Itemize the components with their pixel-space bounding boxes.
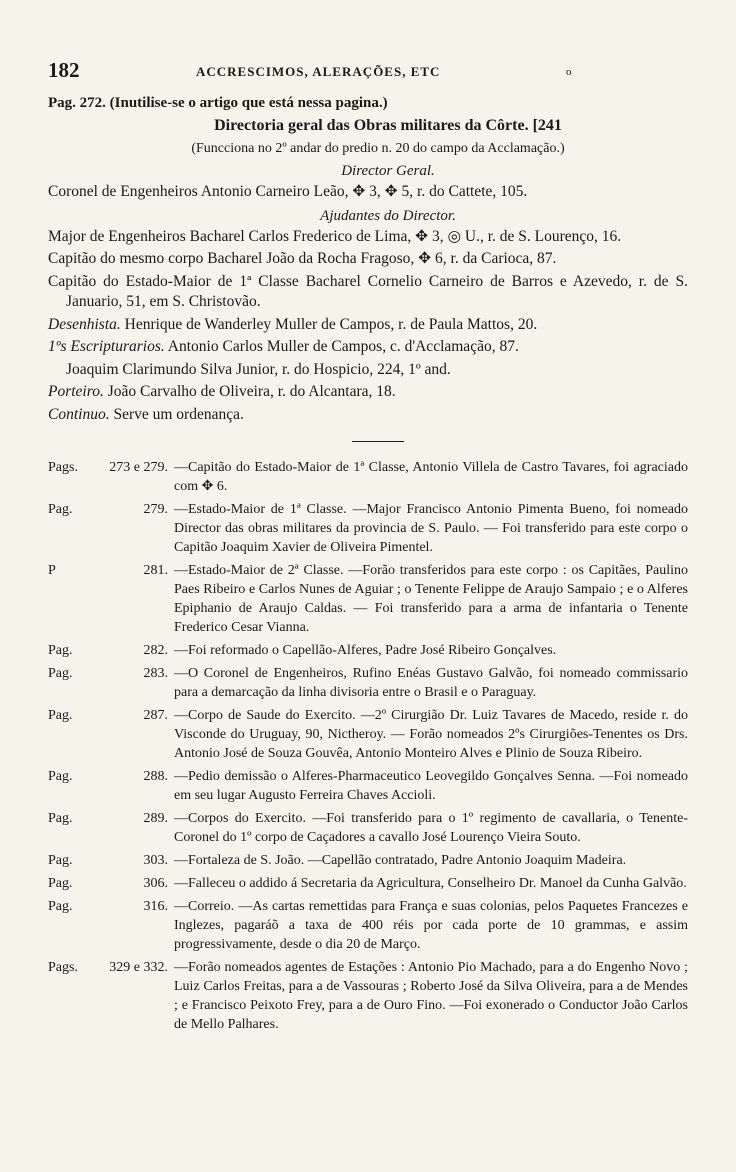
note-page-number: 287. (143, 708, 168, 723)
note-page-label: Pag. (48, 708, 73, 723)
note-text: —Correio. —As cartas remettidas para França e suas colonias, pelos Paquetes Francezes e Inglezes, pagaráõ a taxa de 400 réis por cada porte de 10 grammas, e assim progressivamente, desde o dia 20 de Março. (174, 899, 688, 952)
note-text: —Estado-Maior de 1ª Classe. —Major Francisco Antonio Pimenta Bueno, foi nomeado Director das obras militares da provincia de S. Paulo. — Foi transferido para este corpo o Capitão Joaquim Xavier de Oliveira Pimentel. (174, 502, 688, 555)
note-item (48, 809, 688, 847)
directory-entry (48, 249, 688, 270)
note-page-label: Pags. (48, 960, 78, 975)
note-text: —Fortaleza de S. João. —Capellão contratado, Padre Antonio Joaquim Madeira. (174, 853, 627, 868)
directory-entry (48, 360, 688, 381)
note-page-label: Pag. (48, 853, 73, 868)
intro-line: Pag. 272. (Inutilise-se o artigo que está nessa pagina.) (48, 95, 388, 111)
note-page-number: 329 e 332. (109, 960, 168, 975)
section-director: Director Geral. (341, 163, 435, 179)
note-text: —Corpo de Saude do Exercito. —2º Cirurgião Dr. Luiz Tavares de Macedo, reside r. do Visconde do Uruguay, 90, Nictheroy. — Forão nomeados 2ºs Cirurgiões-Tenentes os Drs. Antonio José de Souza Gouvêa, Antonio Monteiro Alves e Plinio de Souza Ribeiro. (174, 708, 688, 761)
entry-text: Major de Engenheiros Bacharel Carlos Frederico de Lima, ✥ 3, ◎ U., r. de S. Lourenço, 16. (48, 227, 622, 245)
directory-entry (48, 382, 688, 403)
entry-label: 1ºs Escripturarios. (48, 338, 165, 355)
note-page-label: P (48, 563, 56, 578)
entry-label: Porteiro. (48, 383, 104, 400)
note-page-label: Pag. (48, 899, 73, 914)
note-item (48, 767, 688, 805)
directory-entry (48, 405, 688, 426)
note-text: —Falleceu o addido á Secretaria da Agricultura, Conselheiro Dr. Manoel da Cunha Galvão. (174, 876, 687, 891)
director-entry: Coronel de Engenheiros Antonio Carneiro Leão, ✥ 3, ✥ 5, r. do Cattete, 105. (48, 183, 528, 200)
directory-entries (48, 227, 688, 426)
note-page-label: Pag. (48, 769, 73, 784)
entry-label: Continuo. (48, 405, 110, 423)
directory-title: Directoria geral das Obras militares da Côrte. [241 (214, 117, 562, 134)
entry-text: Antonio Carlos Muller de Campos, c. d'Acclamação, 87. (167, 338, 519, 355)
note-page-number: 303. (143, 853, 168, 868)
note-page-number: 281. (143, 563, 168, 578)
corner-mark: o (566, 66, 572, 78)
note-text: —Pedio demissão o Alferes-Pharmaceutico Leovegildo Gonçalves Senna. —Foi nomeado em seu lugar Augusto Ferreira Chaves Accioli. (174, 769, 688, 803)
entry-label: Desenhista. (48, 315, 121, 333)
directory-subtitle: (Funcciona no 2º andar do predio n. 20 do campo da Acclamação.) (191, 141, 565, 156)
note-page-number: 316. (143, 899, 168, 914)
note-page-number: 306. (143, 876, 168, 891)
note-page-label: Pag. (48, 502, 73, 517)
note-item (48, 561, 688, 637)
note-item (48, 874, 688, 893)
note-text: —Corpos do Exercito. —Foi transferido para o 1º regimento de cavallaria, o Tenente-Coronel do 1º corpo de Caçadores a cavallo José Lourenço Vieira Souto. (174, 811, 688, 845)
section-divider (352, 441, 404, 442)
directory-entry (48, 337, 688, 358)
note-text: —Forão nomeados agentes de Estações : Antonio Pio Machado, para a do Engenho Novo ; Luiz Carlos Freitas, para a de Vassouras ; Roberto José da Silva Oliveira, para a de Mendes ; e Francisco Peixoto Frey, para a de Ouro Fino. —Foi exonerado o Conductor João Carlos de Mello Palhares. (174, 960, 688, 1032)
amendment-notes (48, 458, 688, 1034)
note-text: —Capitão do Estado-Maior de 1ª Classe, Antonio Villela de Castro Tavares, foi agraciado com ✥ 6. (174, 460, 688, 494)
note-page-number: 279. (143, 502, 168, 517)
note-page-number: 282. (143, 643, 168, 658)
note-item (48, 897, 688, 954)
note-text: —Foi reformado o Capellão-Alferes, Padre José Ribeiro Gonçalves. (174, 643, 557, 658)
directory-entry (48, 315, 688, 336)
note-item (48, 958, 688, 1034)
note-item (48, 664, 688, 702)
note-page-number: 289. (143, 811, 168, 826)
note-page-label: Pag. (48, 666, 73, 681)
note-item (48, 458, 688, 496)
note-page-label: Pag. (48, 643, 73, 658)
running-title: ACCRESCIMOS, ALERAÇÕES, ETC (196, 64, 441, 79)
directory-entry (48, 227, 688, 248)
directory-entry (48, 272, 688, 313)
note-text: —O Coronel de Engenheiros, Rufino Enéas Gustavo Galvão, foi nomeado commissario para a demarcação da linha divisoria entre o Brasil e o Paraguay. (174, 666, 688, 700)
entry-text: Joaquim Clarimundo Silva Junior, r. do Hospicio, 224, 1º and. (66, 360, 451, 378)
document-page (48, 58, 688, 1038)
entry-text: Capitão do mesmo corpo Bacharel João da Rocha Fragoso, ✥ 6, r. da Carioca, 87. (48, 250, 557, 267)
entry-text: Serve um ordenança. (113, 405, 244, 423)
note-item (48, 706, 688, 763)
note-page-label: Pag. (48, 876, 73, 891)
note-page-number: 273 e 279. (109, 460, 168, 475)
entry-text: Henrique de Wanderley Muller de Campos, r. de Paula Mattos, 20. (124, 315, 538, 333)
note-page-label: Pag. (48, 811, 73, 826)
note-item (48, 500, 688, 557)
note-page-number: 283. (143, 666, 168, 681)
section-assistants: Ajudantes do Director. (320, 207, 456, 224)
note-page-number: 288. (143, 769, 168, 784)
page-number: 182 (48, 58, 80, 82)
directory-section (48, 114, 688, 425)
note-item (48, 641, 688, 660)
note-item (48, 851, 688, 870)
note-text: —Estado-Maior de 2ª Classe. —Forão transferidos para este corpo : os Capitães, Paulino Paes Ribeiro e Carlos Nunes de Aguiar ; o Tenente Felippe de Araujo Sampaio ; e o Alferes Epiphanio de Araujo Caldas. — Foi transferido para a arma de infantaria o Tenente Frederico Cesar Vianna. (174, 563, 688, 635)
entry-text: João Carvalho de Oliveira, r. do Alcantara, 18. (107, 383, 396, 400)
note-page-label: Pags. (48, 460, 78, 475)
entry-text: Capitão do Estado-Maior de 1ª Classe Bacharel Cornelio Carneiro de Barros e Azevedo, r. de S. Januario, 51, em S. Christovão. (48, 272, 688, 310)
page-header (48, 58, 688, 92)
